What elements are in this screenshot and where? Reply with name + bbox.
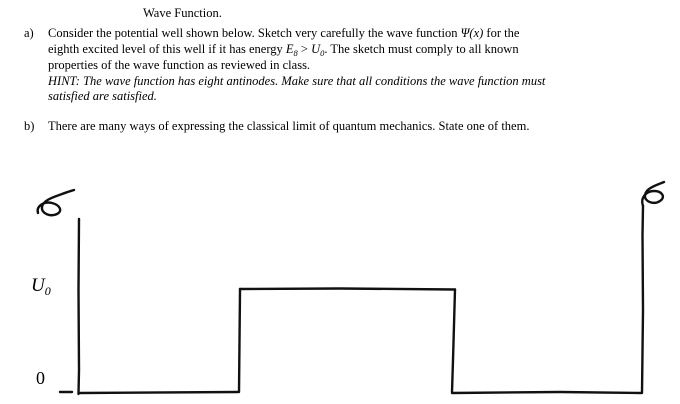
item-a-hint: HINT: The wave function has eight antinodes. Make sure that all conditions the wave function must satisfied are satisfied. xyxy=(48,73,546,104)
problem-item-a xyxy=(24,26,584,106)
page-title: Wave Function. xyxy=(143,6,222,20)
item-a-text-before: Consider the potential well shown below. Sketch very carefully the wave function xyxy=(48,26,461,40)
item-a-u-sub: 0 xyxy=(320,47,325,58)
potential-well-figure xyxy=(0,160,680,404)
axis-label-zero: 0 xyxy=(36,368,45,388)
item-a-psi: Ψ(x) xyxy=(460,26,484,40)
item-b-label: b) xyxy=(24,119,35,133)
item-a-energy-symbol: E xyxy=(285,41,294,56)
item-a-label: a) xyxy=(24,26,34,40)
axis-label-u0-sub: 0 xyxy=(44,284,51,298)
item-a-body xyxy=(48,26,548,105)
item-b-body: There are many ways of expressing the classical limit of quantum mechanics. State one of them. xyxy=(48,119,530,133)
axis-label-u0-symbol: U xyxy=(31,275,45,296)
item-a-text-after: . The sketch must comply to all known properties of the wave function as reviewed in class. xyxy=(48,41,519,73)
item-a-text-mid: for the eighth excited level of this well if it has energy xyxy=(48,26,520,56)
item-a-energy-sub: 8 xyxy=(293,47,298,58)
item-a-u-symbol: U xyxy=(311,41,321,56)
item-a-comparison: > xyxy=(297,41,312,56)
problem-item-b xyxy=(24,119,584,159)
